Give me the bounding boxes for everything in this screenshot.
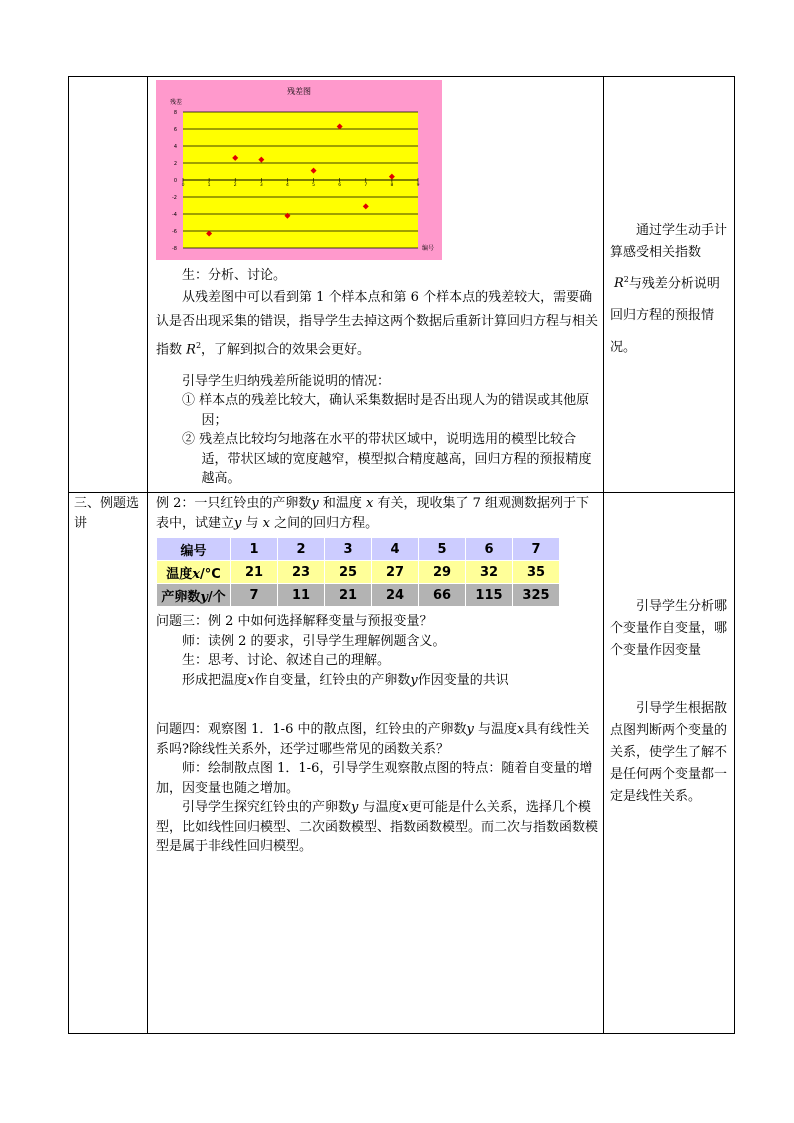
var-y: y <box>311 496 319 511</box>
side-r-symbol: R <box>614 276 624 292</box>
q4-b: 与温度 <box>473 722 517 737</box>
x-tick-label: 2 <box>233 183 237 188</box>
q4-title <box>156 720 598 759</box>
x-tick-label: 7 <box>364 183 368 188</box>
example-text-c: 有关，现收集了 7 组观测数据列于下表中，试建立 <box>156 496 590 531</box>
table-cell: 3 <box>325 538 371 560</box>
eggs-label: 产卵数 <box>161 589 201 605</box>
x-tick-label: 8 <box>390 183 394 188</box>
side-note-lower-2 <box>610 698 730 808</box>
table-cell: 7 <box>231 584 277 606</box>
x-axis-label: 编号 <box>421 245 435 252</box>
example-text-d: 与 <box>241 515 263 531</box>
r2-symbol: R <box>186 341 196 357</box>
para1-text-b: ，了解到拟合的效果会更好。 <box>201 341 371 357</box>
y-tick-label: 0 <box>173 178 177 184</box>
summary-item-2: ② 残差点比较均匀地落在水平的带状区域中，说明选用的模型比较合适，带状区域的宽度越窄，模型拟合精度越高，回归方程的预报精度越高。 <box>182 432 592 487</box>
side-upper-text-1: 通过学生动手计算感受相关指数 <box>610 223 728 260</box>
side-r-exponent: 2 <box>623 275 629 284</box>
var-x-2: x <box>262 515 270 531</box>
summary-item-1: ① 样本点的残差比较大，确认采集数据时是否出现人为的错误或其他原因； <box>182 393 590 428</box>
x-tick-label: 0 <box>181 183 185 188</box>
side-lower-text-1: 引导学生分析哪个变量作自变量，哪个变量作因变量 <box>610 599 728 658</box>
q4-g-c: 更可能是什么关系，选择几个模型，比如线性回归模型、二次函数模型、指数函数模型。而二次与指数函数模型是属于非线性回归模型。 <box>156 800 599 854</box>
y-tick-label: 8 <box>173 110 177 116</box>
section-label: 三、例题选讲 <box>74 496 140 531</box>
example-2-statement <box>156 494 598 533</box>
row-label-temperature <box>157 561 230 583</box>
q3-consensus <box>156 671 598 691</box>
table-cell: 27 <box>372 561 418 583</box>
row-divider <box>68 492 735 493</box>
var-x-5: x <box>401 800 409 815</box>
q4-a: 问题四：观察图 1．1-6 中的散点图，红铃虫的产卵数 <box>156 722 467 737</box>
table-row-temperature <box>157 561 559 583</box>
q4-g-a: 引导学生探究红铃虫的产卵数 <box>182 800 352 815</box>
table-row-id <box>157 538 559 560</box>
var-y-4: y <box>466 722 474 737</box>
y-tick-label: 2 <box>173 161 177 167</box>
column-divider-right <box>603 76 604 1034</box>
example-text-e: 之间的回归方程。 <box>269 515 379 531</box>
x-tick-label: 5 <box>312 183 315 188</box>
row-label-eggs <box>157 584 230 606</box>
table-cell: 24 <box>372 584 418 606</box>
var-x: x <box>366 496 374 511</box>
residual-analysis-paragraph <box>156 286 598 362</box>
q3-c-a: 形成把温度 <box>182 672 248 688</box>
q4-teacher: 师：绘制散点图 1．1-6，引导学生观察散点图的特点：随着自变量的增加，因变量也随之增加。 <box>156 761 593 796</box>
chart-title: 残差图 <box>287 87 311 96</box>
r2-exponent: 2 <box>195 340 202 350</box>
side-lower-text-2: 引导学生根据散点图判断两个变量的关系，使学生了解不是任何两个变量都一定是线性关系。 <box>610 701 728 804</box>
temp-unit: /°C <box>199 566 221 582</box>
table-cell: 325 <box>513 584 559 606</box>
para1-text-a: 从残差图中可以看到第 1 个样本点和第 6 个样本点的残差较大，需要确认是否出现采集的错误，指导学生去掉这两个数据后重新计算回归方程与相关指数 <box>156 289 599 357</box>
y-tick-label: 6 <box>173 127 177 133</box>
residual-chart <box>156 80 442 260</box>
table-cell: 23 <box>278 561 324 583</box>
example-text-b: 和温度 <box>318 496 367 511</box>
q4-guide <box>156 798 598 857</box>
x-tick-label: 3 <box>259 183 263 188</box>
table-cell: 21 <box>325 584 371 606</box>
table-cell: 4 <box>372 538 418 560</box>
table-cell: 66 <box>419 584 465 606</box>
q3-c-b: 作自变量，红铃虫的产卵数 <box>254 672 411 688</box>
side-note-upper <box>610 220 730 364</box>
table-cell: 11 <box>278 584 324 606</box>
table-cell: 1 <box>231 538 277 560</box>
table-cell: 6 <box>466 538 512 560</box>
table-cell: 35 <box>513 561 559 583</box>
table-cell: 2 <box>278 538 324 560</box>
x-tick-label: 6 <box>338 183 342 188</box>
var-y-2: y <box>234 515 242 531</box>
example-2 <box>156 494 598 533</box>
temp-label: 温度 <box>166 566 193 582</box>
q3-teacher: 师：读例 2 的要求，引导学生理解例题含义。 <box>182 633 446 649</box>
student-line: 生：分析、讨论。 <box>182 268 287 283</box>
y-tick-label: -8 <box>172 246 177 252</box>
y-tick-label: -6 <box>172 229 177 235</box>
var-y-3: y <box>410 672 418 688</box>
table-cell: 115 <box>466 584 512 606</box>
q3-c-c: 作因变量的共识 <box>417 672 509 688</box>
temp-var: x <box>192 566 200 582</box>
table-cell: 7 <box>513 538 559 560</box>
table-cell: 21 <box>231 561 277 583</box>
table-cell: 32 <box>466 561 512 583</box>
q4-c: 具有线性关系吗?除线性关系外，还学过哪些常见的函数关系？ <box>156 722 590 757</box>
row-label-id: 编号 <box>157 538 230 560</box>
summary-intro: 引导学生归纳残差所能说明的情况： <box>182 373 391 389</box>
q3-title: 问题三：例 2 中如何选择解释变量与预报变量？ <box>156 614 433 629</box>
var-x-4: x <box>516 722 525 737</box>
q3-student: 生：思考、讨论、叙述自己的理解。 <box>182 653 391 668</box>
table-cell: 29 <box>419 561 465 583</box>
table-cell: 25 <box>325 561 371 583</box>
table-row-eggs <box>157 584 559 606</box>
example-text-a: 例 2：一只红铃虫的产卵数 <box>156 496 312 511</box>
x-tick-label: 9 <box>416 183 420 188</box>
var-x-3: x <box>247 672 255 688</box>
x-tick-label: 1 <box>207 183 211 188</box>
y-axis-label: 残差 <box>169 99 183 106</box>
x-tick-label: 4 <box>286 183 289 188</box>
q4-g-b: 与温度 <box>358 800 402 815</box>
question-three <box>156 612 598 690</box>
table-cell: 5 <box>419 538 465 560</box>
upper-discussion <box>156 266 598 489</box>
eggs-unit: /个 <box>207 589 226 605</box>
y-tick-label: -2 <box>172 195 177 201</box>
side-upper-text-2: 与残差分析说明回归方程的预报情况。 <box>610 276 720 356</box>
y-tick-label: 4 <box>173 144 177 150</box>
var-y-5: y <box>351 800 359 815</box>
column-divider-left <box>147 76 148 1034</box>
question-four <box>156 720 598 857</box>
side-note-lower-1 <box>610 596 730 662</box>
residual-chart-svg <box>156 80 442 260</box>
eggs-var: y <box>200 589 208 605</box>
y-tick-label: -4 <box>172 212 177 218</box>
observation-table <box>156 537 560 607</box>
